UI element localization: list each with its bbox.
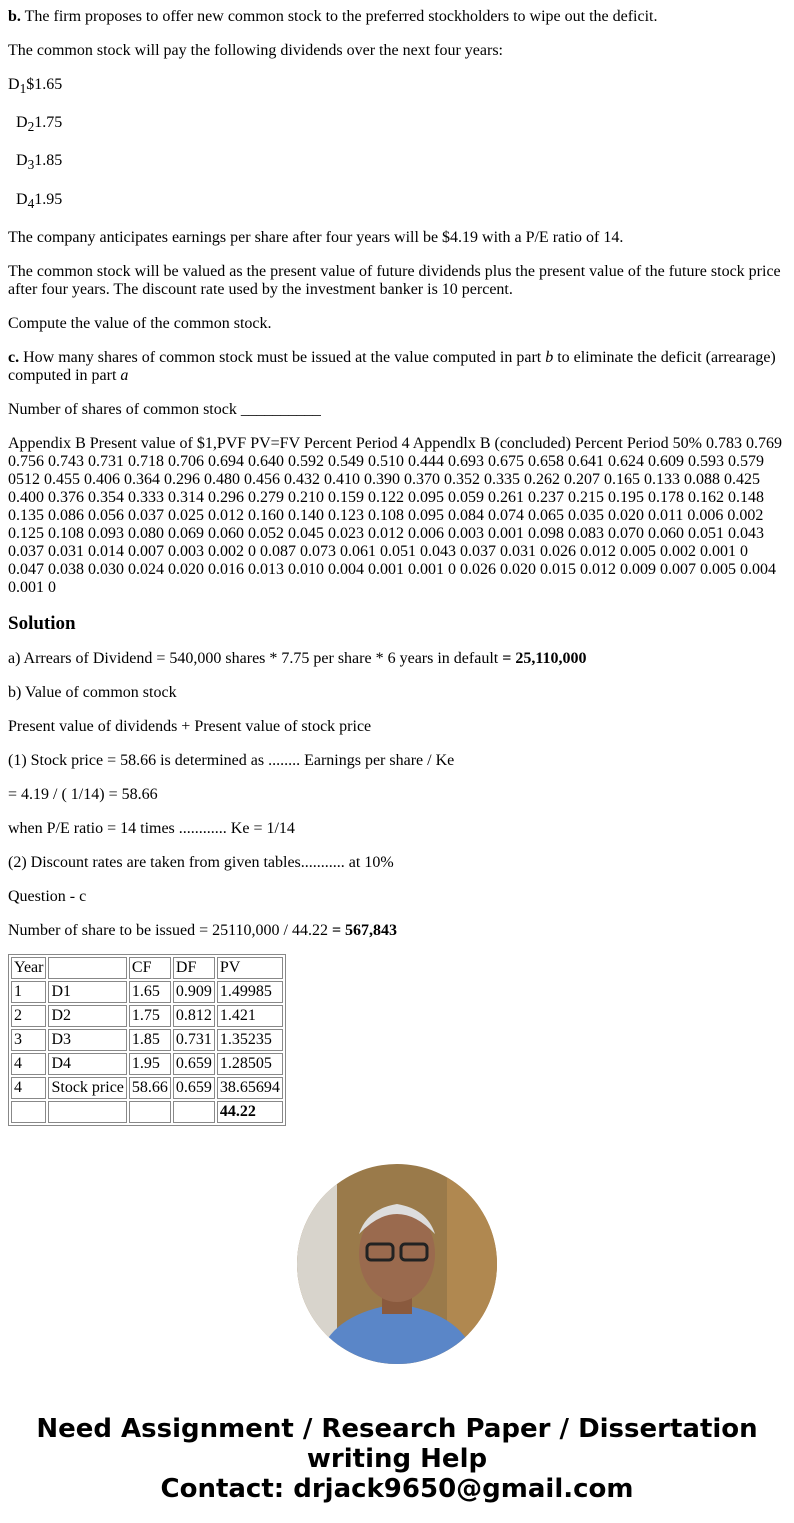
table-cell: 38.65694 xyxy=(217,1077,283,1099)
table-cell: Stock price xyxy=(48,1077,126,1099)
table-cell: D2 xyxy=(48,1005,126,1027)
solution-heading: Solution xyxy=(8,612,76,634)
question: b. The firm proposes to offer new common stock to the preferred stockholders to wipe out the deficit. The common stock will pay the following dividends over the next four years: $D_1\$1.65$ $D_21.75$ $D_31.85$ $D_41.95$ The company anticipates earnings per share after four years will be $4.19 with a P/E ratio of 14. The common stock will be valued as the present value of future dividends plus the present value of the future stock price after four years. The discount rate used by the investment banker is 10 percent. Compute the value of the common stock. c. How many shares of common stock must be issued at the value computed in part b to eliminate the deficit (arrearage) computed in part a Number of shares of common stock __________ Appendix B Present value of $1,PVF PV=FV Percent Period 4 Appendlx B (concluded) Percent Period 50% 0.783 0.769 0.756 0.743 0.731 0.718 0.706 0.694 0.640 0.592 0.549 0.510 0.444 0.693 0.675 0.658 0.641 0.624 0.609 0.593 0.579 0512 0.455 0.406 0.364 0.296 0.480 0.456 0.432 0.410 0.390 0.370 0.352 0.335 0.262 0.207 0.165 0.133 0.088 0.425 0.400 0.376 0.354 0.333 0.314 0.296 0.279 0.210 0.159 0.122 0.095 0.059 0.261 0.237 0.215 0.195 0.178 0.162 0.148 0.135 0.086 0.056 0.037 0.025 0.012 0.160 0.140 0.123 0.108 0.095 0.084 0.074 0.065 0.035 0.020 0.011 0.006 0.002 0.125 0.108 0.093 0.080 0.069 0.060 0.052 0.045 0.023 0.012 0.006 0.003 0.001 0.098 0.083 0.070 0.060 0.051 0.043 0.037 0.031 0.014 0.007 0.003 0.002 0 0.087 0.073 0.061 0.051 0.043 0.037 0.031 0.026 0.012 0.005 0.002 0.001 0 0.047 0.038 0.030 0.024 0.020 0.016 0.013 0.010 0.004 0.001 0.001 0 0.026 0.020 0.015 0.012 0.009 0.007 0.005 0.004 0.001 0 xyxy=(8,8,786,597)
table-cell: 0.659 xyxy=(173,1077,215,1099)
table-cell: 1.95 xyxy=(129,1053,171,1075)
table-cell: 0.659 xyxy=(173,1053,215,1075)
table-cell: 1.65 xyxy=(129,981,171,1003)
table-cell: DF xyxy=(173,957,215,979)
part-c: c. How many shares of common stock must be issued at the value computed in part b to eliminate the deficit (arrearage) computed in part a xyxy=(8,348,776,384)
table-cell xyxy=(173,1101,215,1123)
table-cell: Year xyxy=(11,957,46,979)
table-cell: 1.421 xyxy=(217,1005,283,1027)
arrears: a) Arrears of Dividend = 540,000 shares * 7.75 per share * 6 years in default = 25,110,000 xyxy=(8,649,587,667)
table-cell: 44.22 xyxy=(217,1101,283,1123)
table-cell: 4 xyxy=(11,1053,46,1075)
table-cell: CF xyxy=(129,957,171,979)
table-cell xyxy=(11,1101,46,1123)
table-cell: D3 xyxy=(48,1029,126,1051)
table-cell: D4 xyxy=(48,1053,126,1075)
dividend-2: $D_21.75$ xyxy=(16,114,63,135)
table-cell: 1 xyxy=(11,981,46,1003)
table-cell xyxy=(48,957,126,979)
table-cell: 0.909 xyxy=(173,981,215,1003)
table-cell xyxy=(129,1101,171,1123)
table-cell: 3 xyxy=(11,1029,46,1051)
table-cell: D1 xyxy=(48,981,126,1003)
table-row xyxy=(11,1101,283,1123)
shares-issued: Number of share to be issued = 25110,000 / 44.22 = 567,843 xyxy=(8,921,398,939)
table-cell: 0.812 xyxy=(173,1005,215,1027)
footer-banner: Need Assignment / Research Paper / Dissertation writing Help Contact: drjack9650@gmail.com xyxy=(8,1414,786,1504)
table-cell: 4 xyxy=(11,1077,46,1099)
author-photo xyxy=(297,1164,497,1364)
table-cell: 0.731 xyxy=(173,1029,215,1051)
dividend-1: $D_1\$1.65$ xyxy=(8,76,63,97)
table-cell: 1.85 xyxy=(129,1029,171,1051)
table-row xyxy=(11,957,283,979)
appendix-text: Appendix B Present value of $1,PVF PV=FV Percent Period 4 Appendlx B (concluded) Percent Period 50% 0.783 0.769 0.756 0.743 0.731 0.718 0.706 0.694 0.640 0.592 0.549 0.510 0.444 0.693 0.675 0.658 0.641 0.624 0.609 0.593 0.579 0512 0.455 0.406 0.364 0.296 0.480 0.456 0.432 0.410 0.390 0.370 0.352 0.335 0.262 0.207 0.165 0.133 0.088 0.425 0.400 0.376 0.354 0.333 0.314 0.296 0.279 0.210 0.159 0.122 0.095 0.059 0.261 0.237 0.215 0.195 0.178 0.162 0.148 0.135 0.086 0.056 0.037 0.025 0.012 0.160 0.140 0.123 0.108 0.095 0.084 0.074 0.065 0.035 0.020 0.011 0.006 0.002 0.125 0.108 0.093 0.080 0.069 0.060 0.052 0.045 0.023 0.012 0.006 0.003 0.001 0.098 0.083 0.070 0.060 0.051 0.043 0.037 0.031 0.014 0.007 0.003 0.002 0 0.087 0.073 0.061 0.051 0.043 0.037 0.031 0.026 0.012 0.005 0.002 0.001 0 0.047 0.038 0.030 0.024 0.020 0.016 0.013 0.010 0.004 0.001 0.001 0 0.026 0.020 0.015 0.012 0.009 0.007 0.005 0.004 0.001 0 xyxy=(8,434,782,596)
dividend-3: $D_31.85$ xyxy=(16,152,63,173)
table-row xyxy=(11,1005,283,1027)
pv-table xyxy=(8,954,286,1126)
table-cell: 1.35235 xyxy=(217,1029,283,1051)
table-cell: PV xyxy=(217,957,283,979)
table-cell: 1.28505 xyxy=(217,1053,283,1075)
table-row xyxy=(11,1029,283,1051)
table-row xyxy=(11,1077,283,1099)
table-cell: 1.75 xyxy=(129,1005,171,1027)
contact-email[interactable]: Contact: drjack9650@gmail.com xyxy=(160,1473,634,1504)
table-cell: 1.49985 xyxy=(217,981,283,1003)
table-cell xyxy=(48,1101,126,1123)
table-cell: 58.66 xyxy=(129,1077,171,1099)
dividend-4: $D_41.95$ xyxy=(16,190,63,211)
table-row xyxy=(11,1053,283,1075)
table-row xyxy=(11,981,283,1003)
table-cell: 2 xyxy=(11,1005,46,1027)
